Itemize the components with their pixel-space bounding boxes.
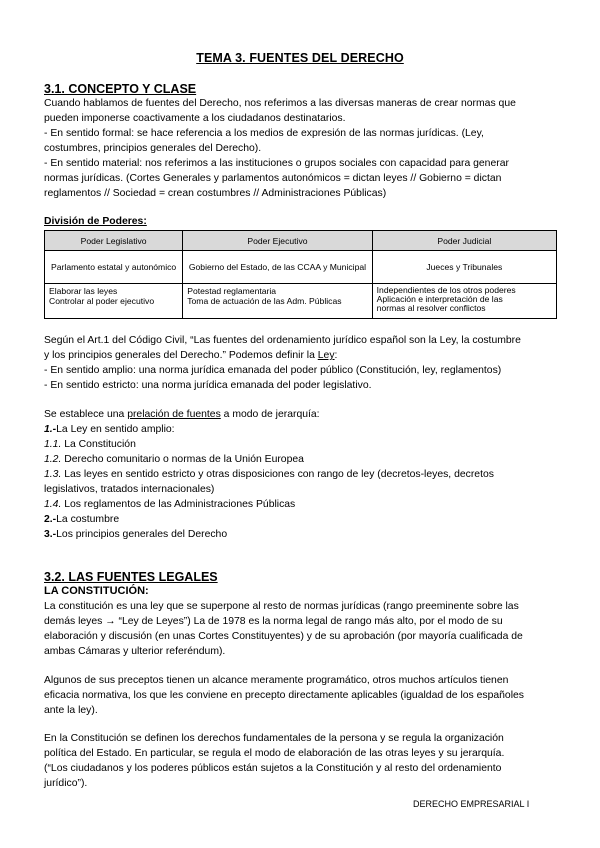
text-line: normas jurídicas. (Cortes Generales y parlamentos autonómicos = dictan leyes // Gobierno = dictan <box>44 173 502 184</box>
cell-line: Potestad reglamentaria <box>187 286 277 296</box>
cell-line: Independientes de los otros poderes <box>376 285 516 295</box>
civil-code-paragraph <box>44 333 559 393</box>
text-line: reglamentos // Sociedad = crean costumbres // Administraciones Públicas) <box>44 188 387 199</box>
item-number: 3.- <box>44 529 57 540</box>
table-cell <box>183 284 372 319</box>
item-number: 1.2. <box>44 454 62 465</box>
item-number: 1.4. <box>44 499 62 510</box>
cell-line: normas al resolver conflictos <box>376 303 486 313</box>
text-span: y los principios generales del Derecho.” Podemos definir la <box>44 350 318 361</box>
section-heading-concepto: 3.1. CONCEPTO Y CLASE <box>44 82 197 96</box>
text-line: costumbres, principios generales del Derecho). <box>44 143 262 154</box>
list-item <box>44 482 559 497</box>
text-span: Se establece una <box>44 409 128 420</box>
subheading-constitucion: LA CONSTITUCIÓN: <box>44 585 149 597</box>
item-text: La Constitución <box>61 439 136 450</box>
text-span: a modo de jerarquía: <box>220 409 320 420</box>
table-cell <box>45 284 183 319</box>
table-cell: Parlamento estatal y autonómico <box>45 251 183 284</box>
text-line: demás leyes → “Ley de Leyes”) La de 1978 es la norma legal de rango más alto, por el modo de su <box>44 616 503 627</box>
list-item <box>44 452 559 467</box>
header-ejecutivo: Poder Ejecutivo <box>183 231 372 251</box>
table-cell: Gobierno del Estado, de las CCAA y Municipal <box>183 251 372 284</box>
item-text: Las leyes en sentido estricto y otras disposiciones con rango de ley (decretos-leyes, decretos <box>61 469 494 480</box>
prelacion-list <box>44 407 559 542</box>
table-cell: Jueces y Tribunales <box>372 251 556 284</box>
item-number: 1.3. <box>44 469 62 480</box>
item-text: legislativos, tratados internacionales) <box>44 484 215 495</box>
cell-line: Elaborar las leyes <box>49 286 118 296</box>
text-line: elaboración y discusión (en unas Cortes Constituyentes) y de su aprobación (por mayoría cualificada de <box>44 631 523 642</box>
text-line: eficacia normativa, los que les conviene en precepto directamente aplicables (igualdad de los españoles <box>44 690 524 701</box>
item-number: 2.- <box>44 514 57 525</box>
section-heading-fuentes-legales: 3.2. LAS FUENTES LEGALES <box>44 570 218 584</box>
table-row <box>45 284 557 319</box>
text-line: - En sentido amplio: una norma jurídica emanada del poder público (Constitución, ley, reglamentos) <box>44 365 502 376</box>
cell-line: Controlar al poder ejecutivo <box>49 296 155 306</box>
text-line: jurídico”). <box>44 778 88 789</box>
text-line: Según el Art.1 del Código Civil, “Las fuentes del ordenamiento jurídico español son la Ley, la costumbre <box>44 335 521 346</box>
table-row <box>45 251 557 284</box>
item-text: Derecho comunitario o normas de la Unión Europea <box>61 454 304 465</box>
list-item <box>44 497 559 512</box>
text-line: - En sentido formal: se hace referencia a los medios de expresión de las normas jurídicas. (Ley, <box>44 128 484 139</box>
text-span: : <box>334 350 338 361</box>
list-item <box>44 422 559 437</box>
item-number: 1.1. <box>44 439 62 450</box>
table-header-row <box>45 231 557 251</box>
powers-table <box>44 230 557 319</box>
cell-line: Aplicación e interpretación de las <box>376 294 503 304</box>
header-judicial: Poder Judicial <box>372 231 556 251</box>
text-line: ante la ley). <box>44 705 98 716</box>
text-line: (“Los ciudadanos y los poderes públicos están sujetos a la Constitución y al resto del ordenamiento <box>44 763 502 774</box>
text-line: - En sentido estricto: una norma jurídica emanada del poder legislativo. <box>44 380 372 391</box>
text-line <box>44 407 559 422</box>
constitucion-paragraph-3 <box>44 731 559 791</box>
text-line: - En sentido material: nos referimos a las instituciones o grupos sociales con capacidad para generar <box>44 158 509 169</box>
item-number: 1.- <box>44 424 57 435</box>
text-line: política del Estado. En particular, se regula el modo de elaboración de las otras leyes y su jerarquía. <box>44 748 505 759</box>
item-text: La costumbre <box>56 514 120 525</box>
constitucion-paragraph-2 <box>44 673 559 718</box>
page-footer: DERECHO EMPRESARIAL I <box>413 799 530 809</box>
ley-term: Ley <box>317 350 335 361</box>
item-text: La Ley en sentido amplio: <box>56 424 175 435</box>
text-line: En la Constitución se definen los derechos fundamentales de la persona y se regula la organización <box>44 733 504 744</box>
header-legislativo: Poder Legislativo <box>45 231 183 251</box>
cell-line: Toma de actuación de las Adm. Públicas <box>187 296 342 306</box>
item-text: Los principios generales del Derecho <box>56 529 228 540</box>
prelacion-term: prelación de fuentes <box>127 409 221 420</box>
list-item <box>44 437 559 452</box>
list-item <box>44 527 559 542</box>
text-line: ambas Cámaras y ulterior referéndum). <box>44 646 226 657</box>
intro-paragraph <box>44 96 559 201</box>
text-line <box>44 348 559 363</box>
text-line: Algunos de sus preceptos tienen un alcance meramente programático, otros muchos artículos tienen <box>44 675 509 686</box>
division-heading: División de Poderes: <box>44 216 147 227</box>
text-line: pueden imponerse coactivamente a los ciudadanos destinatarios. <box>44 113 346 124</box>
text-line: Cuando hablamos de fuentes del Derecho, nos referimos a las diversas maneras de crear normas que <box>44 98 516 109</box>
text-line: La constitución es una ley que se superpone al resto de normas jurídicas (rango preeminente sobre las <box>44 601 519 612</box>
page-title: TEMA 3. FUENTES DEL DERECHO <box>196 51 404 65</box>
item-text: Los reglamentos de las Administraciones Públicas <box>61 499 296 510</box>
constitucion-paragraph-1 <box>44 599 559 659</box>
list-item <box>44 512 559 527</box>
table-cell <box>372 284 556 319</box>
list-item <box>44 467 559 482</box>
